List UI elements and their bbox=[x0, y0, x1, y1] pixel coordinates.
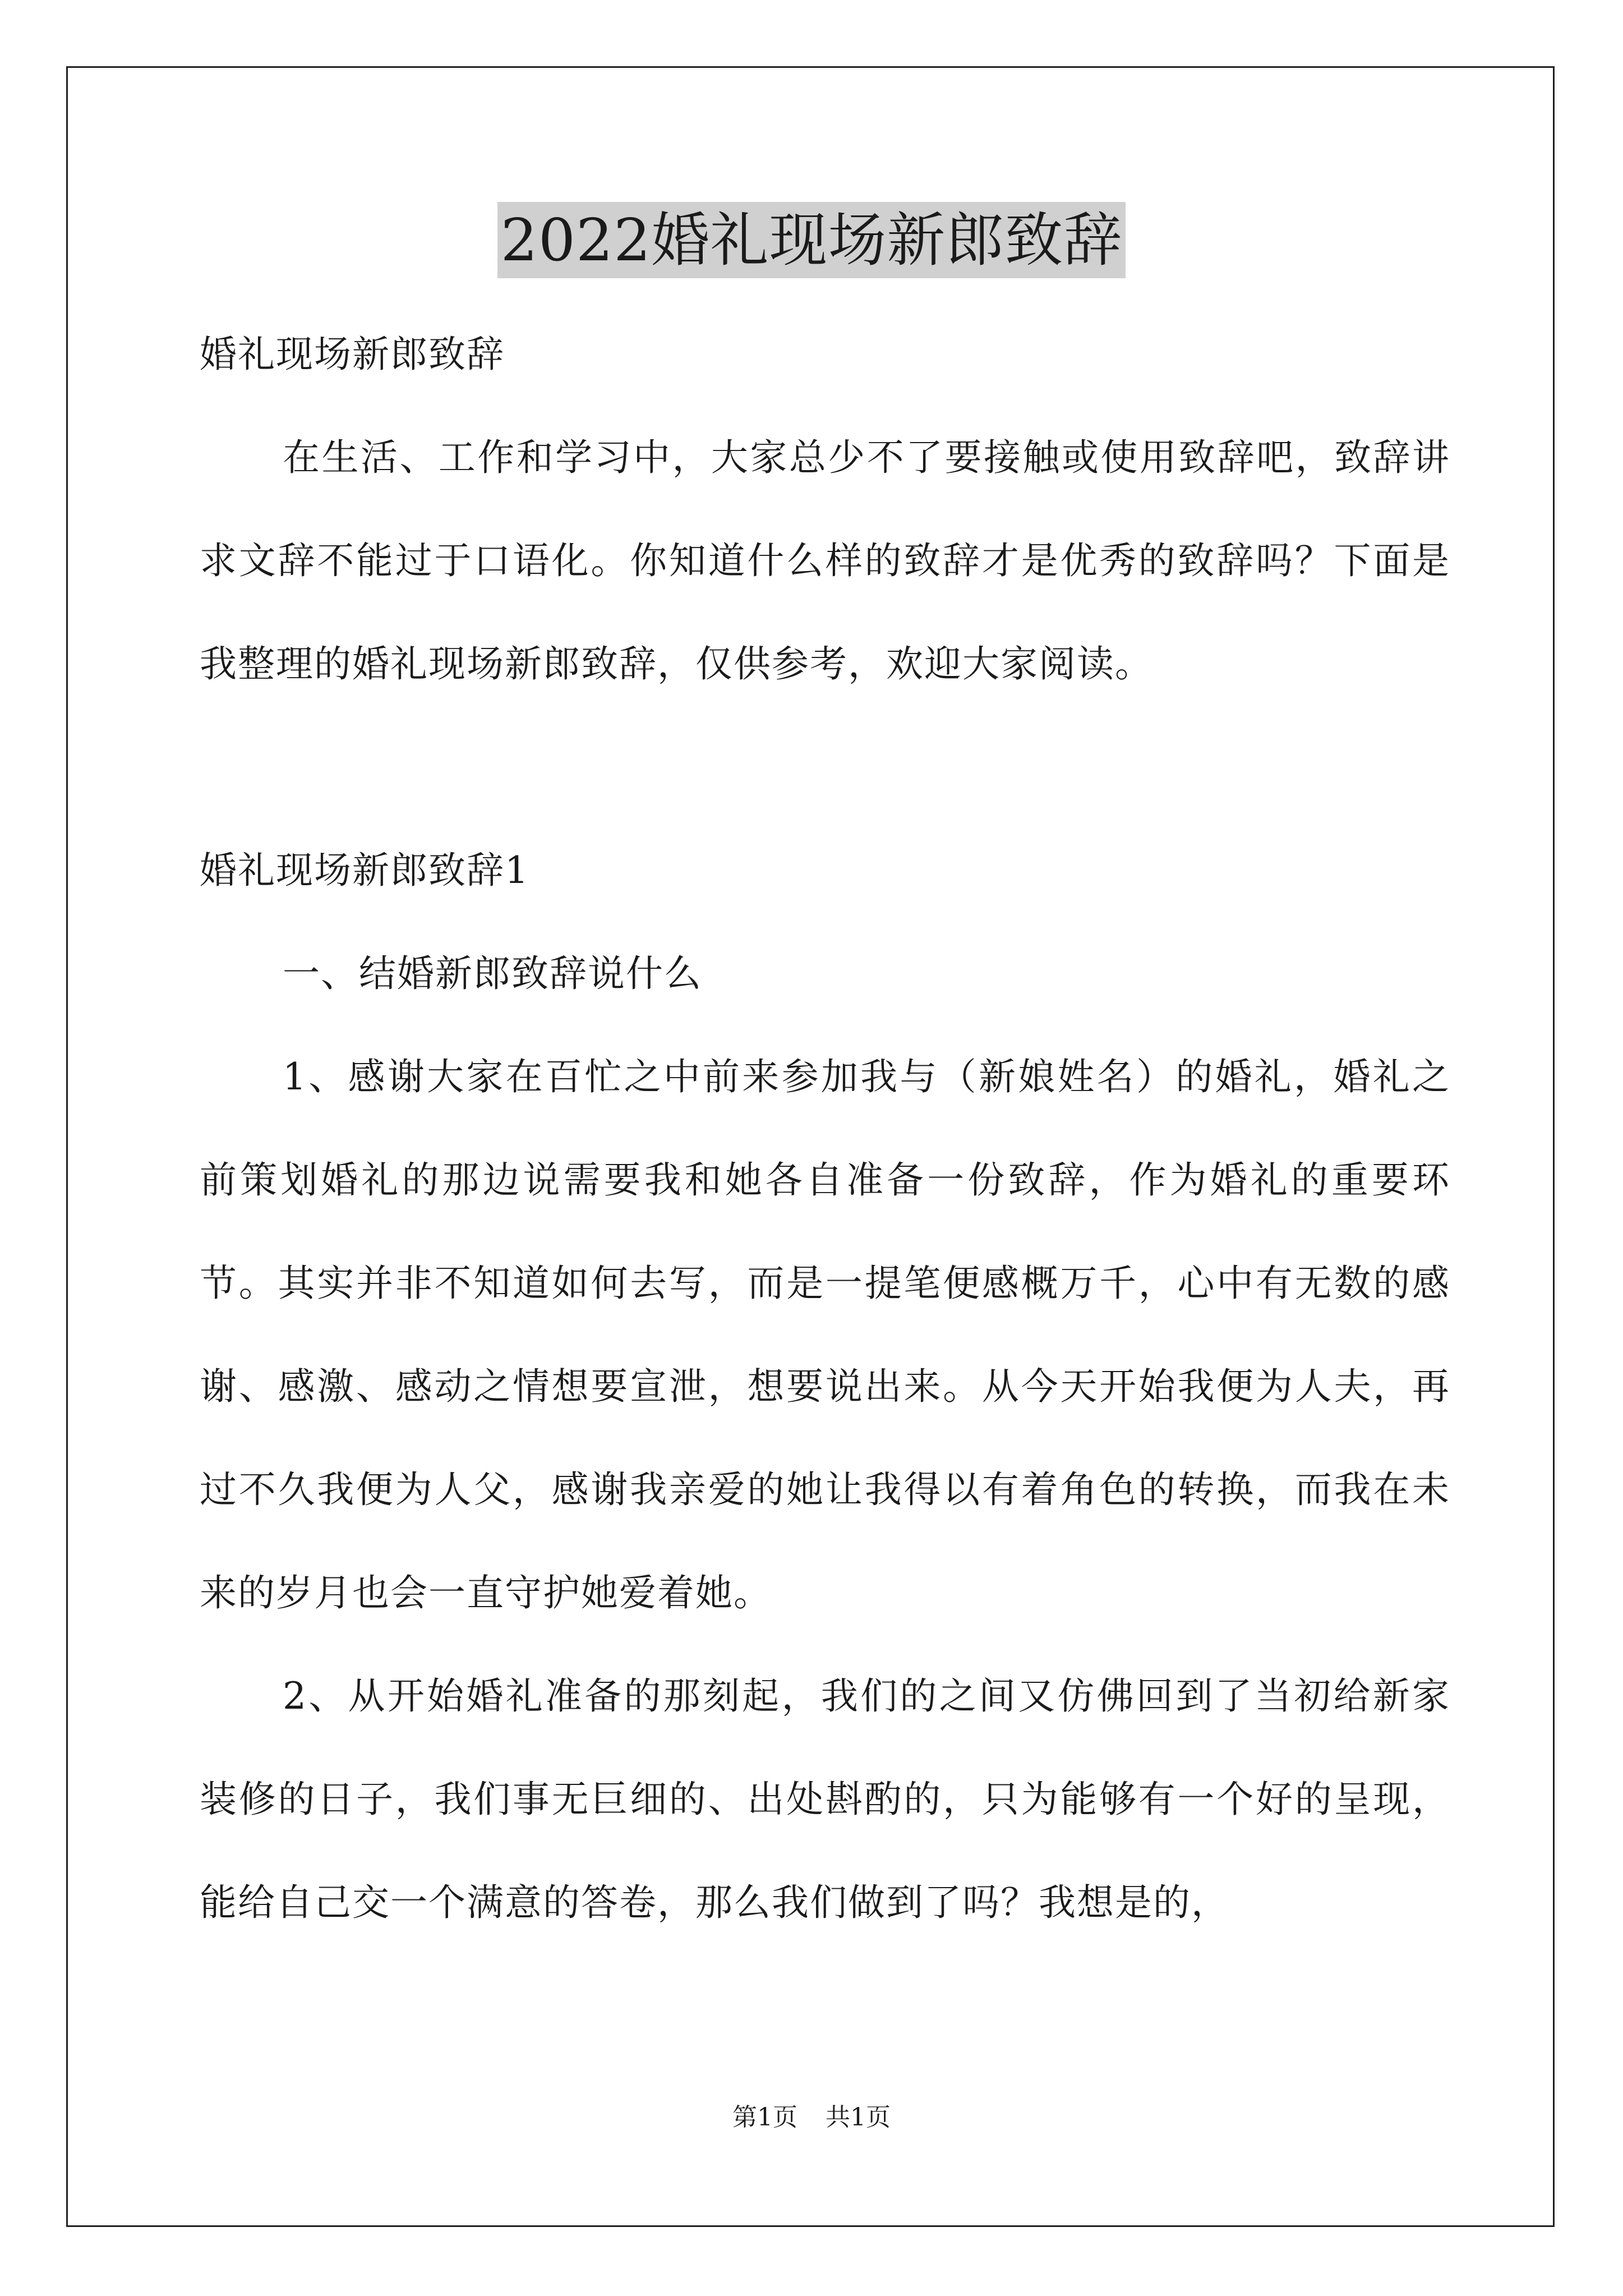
section-subheading: 一、结婚新郎致辞说什么 bbox=[283, 952, 702, 995]
section-spacer bbox=[200, 716, 1450, 819]
section-heading: 婚礼现场新郎致辞1 bbox=[200, 849, 529, 892]
intro-paragraph: 在生活、工作和学习中，大家总少不了要接触或使用致辞吧，致辞讲求文辞不能过于口语化。你知道什么样的致辞才是优秀的致辞吗？下面是我整理的婚礼现场新郎致辞，仅供参考，欢迎大家阅读。 bbox=[200, 436, 1450, 685]
document-title: 2022婚礼现场新郎致辞 bbox=[497, 202, 1126, 278]
paragraph-1: 1、感谢大家在百忙之中前来参加我与（新娘姓名）的婚礼，婚礼之前策划婚礼的那边说需要我和她各自准备一份致辞，作为婚礼的重要环节。其实并非不知道如何去写，而是一提笔便感概万千，心中有无数的感谢、感激、感动之情想要宣泄，想要说出来。从今天开始我便为人夫，再过不久我便为人父，感谢我亲爱的她让我得以有着角色的转换，而我在未来的岁月也会一直守护她爱着她。 bbox=[200, 1055, 1450, 1614]
page-footer bbox=[0, 2101, 1623, 2134]
page-total: 共1页 bbox=[826, 2103, 891, 2132]
page-number: 第1页 bbox=[732, 2103, 797, 2132]
paragraph-2: 2、从开始婚礼准备的那刻起，我们的之间又仿佛回到了当初给新家装修的日子，我们事无巨细的、出处斟酌的，只为能够有一个好的呈现，能给自己交一个满意的答卷，那么我们做到了吗？我想是的， bbox=[200, 1674, 1450, 1924]
document-body bbox=[200, 303, 1450, 1954]
document-subtitle: 婚礼现场新郎致辞 bbox=[200, 333, 505, 376]
title-container bbox=[0, 202, 1623, 278]
